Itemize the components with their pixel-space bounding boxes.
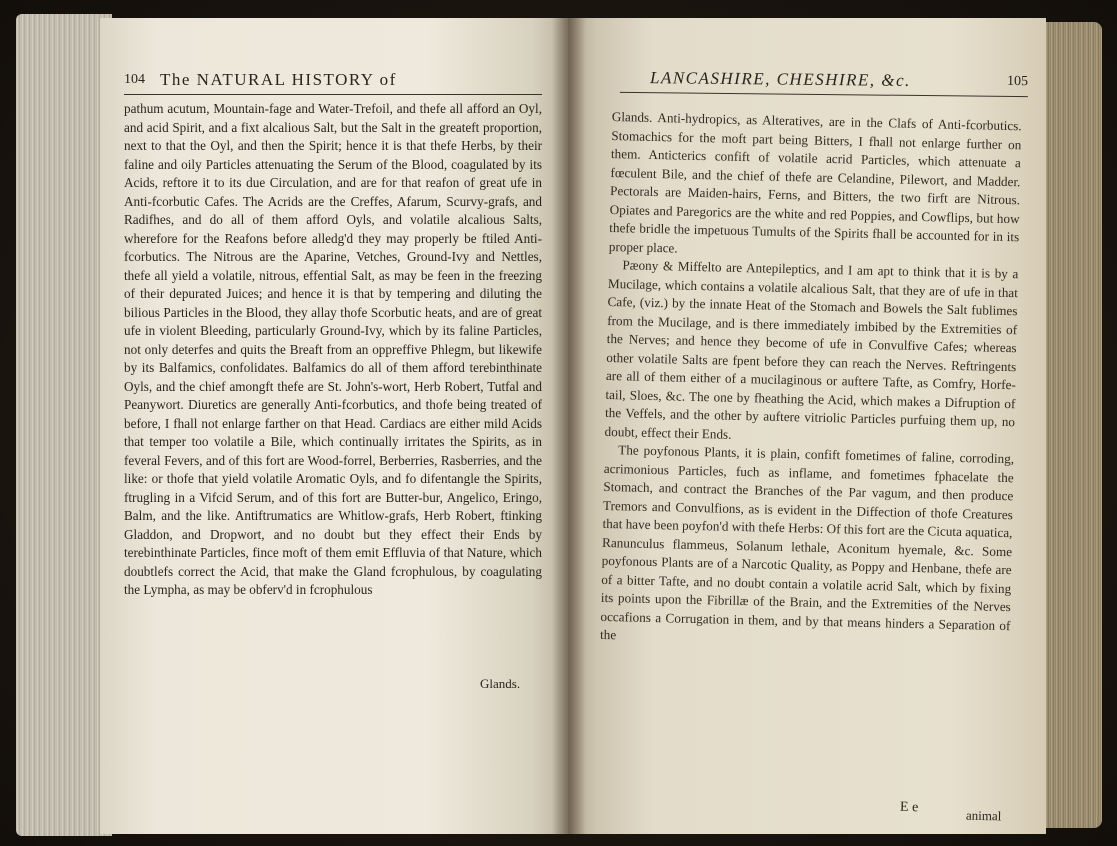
right-page-header (620, 68, 1028, 97)
book-gutter (552, 18, 586, 834)
left-page-header (124, 70, 542, 95)
right-paragraph: Pæony & Miffelto are Antepileptics, and I am apt to think that it is by a Mucilage, which contains a volatile alcalious Salt, that they are of ufe in that Cafe, (viz.) by the innate Heat of the Stomach and Bowels the Salt fublimes from the Mucilage, and is there immediately imbibed by the Extremities of the Nerves; and hence they become of ufe in Convulfive Cafes; whereas other volatile Salts are fpent before they can reach the Nerves. Reftringents are all of them either of a mucilaginous or auftere Tafte, as Comfry, Horfe-tail, Sloes, &c. The one by fheathing the Acid, which makes a Difruption of the Veffels, and the other by auftere vitriolic Particles purfuing them up, no doubt, effect their Ends. (604, 257, 1019, 442)
left-paragraph: pathum acutum, Mountain-fage and Water-Trefoil, and thefe all afford an Oyl, and acid Spirit, and a fixt alcalious Salt, but the Salt in the greateft proportion, next to that the Oyl, and then the Spirit; hence it is that thefe Herbs, by their faline and oily Particles attenuating the Serum of the Blood, coagulated by its Acids, reftore it to its due Circulation, and are for that reafon of great ufe in Anti-fcorbutic Cafes. The Acrids are the Creffes, Afarum, Scurvy-grafs, and Radifhes, and do all of them afford Oyls, and volatile alcalious Salts, wherefore for the Reafons before alledg'd they may properly be ftiled Anti-fcorbutics. The Nitrous are the Aparine, Vetches, Ground-Ivy and Nettles, thefe all yield a volatile, nitrous, effential Salt, as may be feen in the freezing of their depurated Juices; and hence it is that by tempering and diluting the bilious Particles in the Blood, they allay thofe Scorbutic heats, and are of great ufe in violent Bleeding, particularly Ground-Ivy, which by its faline Particles, not only deterfes and quits the Breaft from an oppreffive Phlegm, but likewife by its Balfamics, confolidates. Balfamics do all of them afford terebinthinate Oyls, and the chief amongft thefe are St. John's-wort, Herb Robert, Tutfal and Peanywort. Diuretics are generally Anti-fcorbutics, and thofe being treated of before, I fhall not enlarge farther on that Head. Cardiacs are either mild Acids that temper too volatile a Bile, which continually irritates the Spirits, as in feveral Fevers, and of this fort are Wood-forrel, Berberries, Rasberries, and the like: or thofe that yield volatile Aromatic Oyls, and fo difentangle the Spirits, ftrugling in a Vifcid Serum, and of this fort are Butter-bur, Angelico, Eringo, Balm, and the like. Antiftrumatics are Whitlow-grafs, Herb Robert, ftinking Gladdon, and Dropwort, and no doubt but they effect their Ends by terebinthinate Particles, fince moft of them emit Effluvia of that Nature, which doubtlefs correct the Acid, that make the Gland fcrophulous, by coagulating the Lympha, as may be obferv'd in fcrophulous (124, 101, 542, 597)
right-catchword: animal (965, 807, 1002, 824)
signature-mark: E e (899, 799, 919, 816)
left-page-edges (16, 14, 112, 836)
right-page-edges (1040, 22, 1102, 828)
left-page-number: 104 (124, 72, 145, 87)
left-page-body (124, 100, 542, 600)
right-page-body (600, 108, 1022, 654)
left-running-title: The NATURAL HISTORY of (160, 70, 397, 89)
left-catchword: Glands. (480, 676, 521, 691)
right-paragraph: Glands. Anti-hydropics, as Alteratives, are in the Clafs of Anti-fcorbutics. Stomachics for the moft part being Bitters, I fhall not enlarge further on them. Anticterics confift of volatile acrid Particles, which attenuate a fœculent Bile, and the chief of thefe are Celandine, Pilewort, and Madder. Pectorals are Maiden-hairs, Ferns, and Bitters, the two firft are Nitrous. Opiates and Paregorics are the white and red Poppies, and Cowflips, but how thefe bridle the impetuous Tumults of the Spirits fhall be accounted for in its proper place. (608, 108, 1022, 256)
right-paragraph: The poyfonous Plants, it is plain, confift fometimes of faline, corroding, acrimonious Particles, fuch as inflame, and fometimes fphacelate the Stomach, and contract the Branches of the Par vagum, and then produce Tremors and Convulfions, as is evident in the Diffection of thofe Creatures that have been poyfon'd with thefe Herbs: Of this fort are the Cicuta aquatica, Ranunculus flammeus, Solanum lethale, Aconitum hyemale, &c. Some poyfonous Plants are of a Narcotic Quality, as Poppy and Henbane, thefe are of a bitter Tafte, and no doubt contain a volatile acrid Salt, which by fixing its points upon the Fibrillæ of the Brain, and the Extremities of the Nerves occafions a Corrugation in them, and by that means hinders a Separation of the (599, 442, 1015, 643)
right-page-number: 105 (1006, 73, 1029, 90)
right-running-title: LANCASHIRE, CHESHIRE, &c. (649, 68, 911, 90)
